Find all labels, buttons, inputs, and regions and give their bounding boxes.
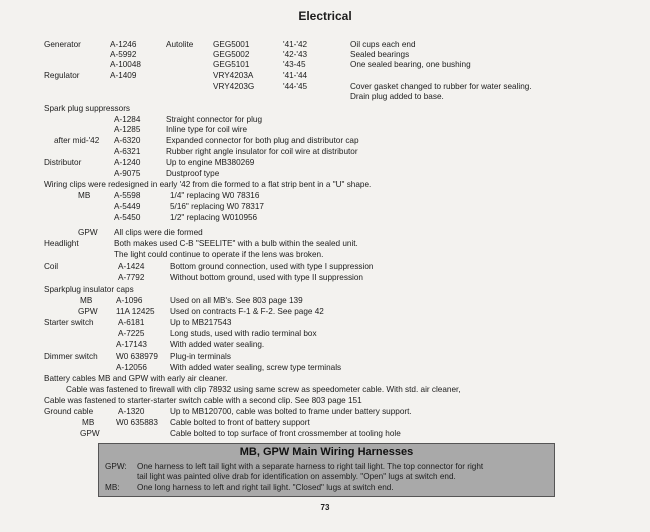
coil-part: A-7792 bbox=[118, 273, 145, 282]
clip-part: A-5450 bbox=[114, 213, 141, 222]
spark-plug-suppressors-heading: Spark plug suppressors bbox=[44, 104, 131, 113]
dimmer-switch-desc: With added water sealing, screw type terminals bbox=[170, 363, 342, 372]
starter-switch-part: A-6181 bbox=[118, 318, 145, 327]
clip-part: A-5449 bbox=[114, 202, 141, 211]
generator-model: GEG5002 bbox=[213, 50, 250, 59]
suppressor-desc: Inline type for coil wire bbox=[166, 125, 247, 134]
dimmer-switch-label: Dimmer switch bbox=[44, 352, 98, 361]
headlight-line: The light could continue to operate if the lens was broken. bbox=[114, 250, 324, 259]
distributor-desc: Up to engine MB380269 bbox=[166, 158, 255, 167]
regulator-note: Drain plug added to base. bbox=[350, 92, 444, 101]
coil-label: Coil bbox=[44, 262, 59, 271]
generator-model: GEG5001 bbox=[213, 40, 250, 49]
suppressor-part: A-1285 bbox=[114, 125, 141, 134]
dimmer-switch-desc: Plug-in terminals bbox=[170, 352, 231, 361]
harness-mb-text: One long harness to left and right tail light. "Closed" lugs at switch end. bbox=[137, 483, 394, 492]
suppressor-part: A-6321 bbox=[114, 147, 141, 156]
wiring-harness-box bbox=[98, 443, 555, 497]
generator-part: A-1246 bbox=[110, 40, 137, 49]
battery-cables-line: Cable was fastened to starter-starter switch cable with a second clip. See 803 page 151 bbox=[44, 396, 362, 405]
headlight-label: Headlight bbox=[44, 239, 79, 248]
ground-cable-desc: Cable bolted to top surface of front crossmember at tooling hole bbox=[170, 429, 401, 438]
coil-part: A-1424 bbox=[118, 262, 145, 271]
regulator-model: VRY4203G bbox=[213, 82, 255, 91]
regulator-model: VRY4203A bbox=[213, 71, 254, 80]
ground-cable-desc: Cable bolted to front of battery support bbox=[170, 418, 310, 427]
generator-years: '43-45 bbox=[283, 60, 306, 69]
clip-desc: 1/2" replacing W010956 bbox=[170, 213, 258, 222]
sparkplug-caps-heading: Sparkplug insulator caps bbox=[44, 285, 134, 294]
clip-part: A-5598 bbox=[114, 191, 141, 200]
generator-note: Sealed bearings bbox=[350, 50, 410, 59]
harness-gpw-label: GPW: bbox=[105, 462, 127, 471]
battery-cables-line: Battery cables MB and GPW with early air cleaner. bbox=[44, 374, 228, 383]
coil-desc: Bottom ground connection, used with type I suppression bbox=[170, 262, 374, 271]
headlight-line: Both makes used C-B "SEELITE" with a bulb within the sealed unit. bbox=[114, 239, 358, 248]
sparkplug-caps-part: A-1096 bbox=[116, 296, 143, 305]
generator-note: Oil cups each end bbox=[350, 40, 416, 49]
wiring-clips-intro: Wiring clips were redesigned in early '42 from die formed to a flat strip bent in a "U" shape. bbox=[44, 180, 372, 189]
regulator-years: '44-'45 bbox=[283, 82, 308, 91]
regulator-label: Regulator bbox=[44, 71, 80, 80]
ground-cable-prefix: GPW bbox=[80, 429, 100, 438]
generator-part: A-10048 bbox=[110, 60, 141, 69]
generator-supplier: Autolite bbox=[166, 40, 194, 49]
ground-cable-part: W0 635883 bbox=[116, 418, 158, 427]
dimmer-switch-part: A-12056 bbox=[116, 363, 147, 372]
distributor-desc: Dustproof type bbox=[166, 169, 220, 178]
ground-cable-label: Ground cable bbox=[44, 407, 94, 416]
page-number: 73 bbox=[320, 503, 330, 512]
distributor-part: A-1240 bbox=[114, 158, 141, 167]
sparkplug-caps-prefix: MB bbox=[80, 296, 93, 305]
distributor-part: A-9075 bbox=[114, 169, 141, 178]
regulator-part: A-1409 bbox=[110, 71, 137, 80]
suppressor-part: A-1284 bbox=[114, 115, 141, 124]
generator-years: '42-'43 bbox=[283, 50, 308, 59]
generator-model: GEG5101 bbox=[213, 60, 250, 69]
starter-switch-part: A-7225 bbox=[118, 329, 145, 338]
regulator-note: Cover gasket changed to rubber for water sealing. bbox=[350, 82, 532, 91]
sparkplug-caps-desc: Used on all MB's. See 803 page 139 bbox=[170, 296, 303, 305]
wiring-clips-gpw-label: GPW bbox=[78, 228, 98, 237]
wiring-clips-mb-label: MB bbox=[78, 191, 91, 200]
battery-cables-line: Cable was fastened to firewall with clip 78932 using same screw as speedometer cable. With std. air cleaner, bbox=[66, 385, 461, 394]
coil-desc: Without bottom ground, used with type II suppression bbox=[170, 273, 363, 282]
clip-desc: 5/16" replacing W0 78317 bbox=[170, 202, 264, 211]
suppressor-prefix: after mid-'42 bbox=[54, 136, 100, 145]
sparkplug-caps-desc: Used on contracts F-1 & F-2. See page 42 bbox=[170, 307, 324, 316]
harness-gpw-line: One harness to left tail light with a separate harness to right tail light. The top connector for right bbox=[137, 462, 484, 471]
generator-note: One sealed bearing, one bushing bbox=[350, 60, 471, 69]
suppressor-desc: Straight connector for plug bbox=[166, 115, 263, 124]
regulator-years: '41-'44 bbox=[283, 71, 308, 80]
page-title: Electrical bbox=[298, 9, 352, 23]
starter-switch-desc: Up to MB217543 bbox=[170, 318, 232, 327]
harness-gpw-line: tail light was painted olive drab for identification on assembly. "Open" lugs at switch end. bbox=[137, 472, 456, 481]
harness-mb-label: MB: bbox=[105, 483, 120, 492]
clip-desc: 1/4" replacing W0 78316 bbox=[170, 191, 260, 200]
generator-label: Generator bbox=[44, 40, 81, 49]
ground-cable-part: A-1320 bbox=[118, 407, 145, 416]
generator-part: A-5992 bbox=[110, 50, 137, 59]
starter-switch-desc: With added water sealing. bbox=[170, 340, 265, 349]
suppressor-part: A-6320 bbox=[114, 136, 141, 145]
sparkplug-caps-prefix: GPW bbox=[78, 307, 98, 316]
wiring-clips-gpw-note: All clips were die formed bbox=[114, 228, 203, 237]
suppressor-desc: Rubber right angle insulator for coil wire at distributor bbox=[166, 147, 358, 156]
ground-cable-prefix: MB bbox=[82, 418, 95, 427]
ground-cable-desc: Up to MB120700, cable was bolted to frame under battery support. bbox=[170, 407, 412, 416]
dimmer-switch-part: W0 638979 bbox=[116, 352, 158, 361]
wiring-harness-title: MB, GPW Main Wiring Harnesses bbox=[239, 446, 414, 458]
distributor-label: Distributor bbox=[44, 158, 82, 167]
suppressor-desc: Expanded connector for both plug and distributor cap bbox=[166, 136, 359, 145]
starter-switch-part: A-17143 bbox=[116, 340, 147, 349]
starter-switch-desc: Long studs, used with radio terminal box bbox=[170, 329, 317, 338]
starter-switch-label: Starter switch bbox=[44, 318, 94, 327]
sparkplug-caps-part: 11A 12425 bbox=[116, 307, 155, 316]
generator-years: '41-'42 bbox=[283, 40, 308, 49]
